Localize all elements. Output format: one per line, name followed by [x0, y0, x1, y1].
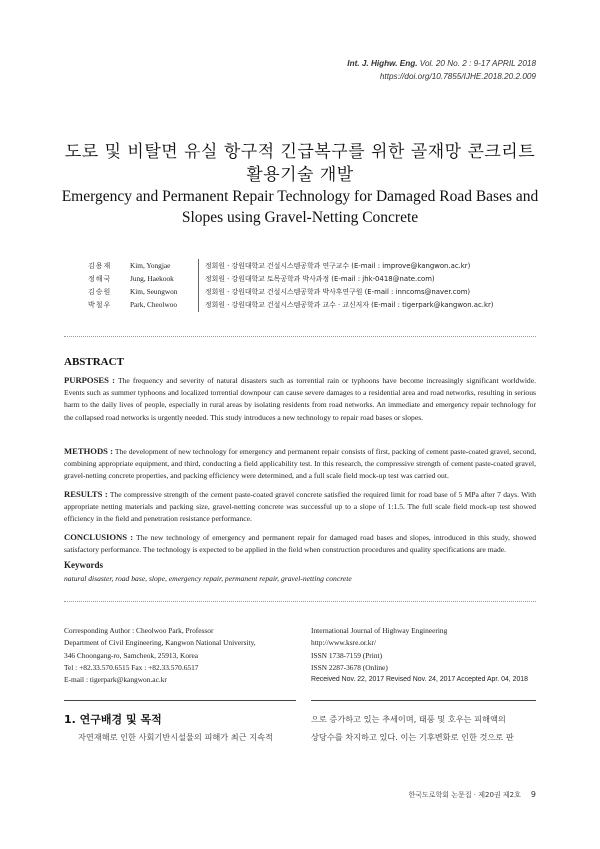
abstract-heading: ABSTRACT	[64, 356, 124, 368]
english-title-line2: Slopes using Gravel-Netting Concrete	[181, 209, 419, 226]
author-affiliation: 정회원 · 강원대학교 토목공학과 박사과정 (E-mail : jhk-0418@nate.com)	[198, 272, 435, 286]
body-text-right-2: 상당수를 차지하고 있다. 이는 기후변화로 인한 것으로 판	[311, 732, 514, 742]
journal-info	[311, 625, 543, 686]
purposes-label: PURPOSES :	[64, 375, 116, 385]
purposes-text: The frequency and severity of natural disasters such as torrential rain or typhoons have become increasingly significant worldwide. Events such as summer typhoons and localized torrential downpour can cause severe damages to a residential area and road networks, resulting in serious harm to the daily lives of people, especially in rural areas by isolating residents from road networks. An immediate and emergency repair technology for the collapsed road networks is urgently needed. This study introduces a new technology to repair road bases or slopes.	[64, 376, 536, 422]
doi-link[interactable]: https://doi.org/10.7855/IJHE.2018.20.2.009	[379, 72, 536, 81]
author-korean-name: 정해국	[88, 275, 112, 283]
author-english-name: Kim, Yongjae	[130, 261, 171, 270]
section-heading: 1. 연구배경 및 목적	[64, 713, 162, 726]
abstract-methods	[64, 445, 536, 483]
abstract-results	[64, 488, 536, 526]
methods-label: METHODS :	[64, 446, 114, 456]
keywords-heading: Keywords	[64, 560, 103, 570]
footer-journal-info: 한국도로학회 논문집 · 제20권 제2호	[408, 791, 521, 799]
keywords-list: natural disaster, road base, slope, emergency repair, permanent repair, gravel-netting concrete	[64, 574, 352, 583]
journal-volume: Vol. 20 No. 2 : 9-17 APRIL 2018	[419, 59, 536, 68]
author-english-name: Kim, Seungwon	[130, 287, 178, 296]
results-label: RESULTS :	[64, 489, 108, 499]
corresponding-author-line: Corresponding Author : Cheolwoo Park, Professor	[64, 626, 214, 635]
author-row	[88, 298, 548, 312]
body-text-left: 자연재해로 인한 사회기반시설물의 피해가 최근 지속적	[78, 732, 273, 742]
abstract-purposes	[64, 374, 536, 424]
author-english-name: Jung, Haekook	[130, 274, 174, 283]
author-affiliation: 정회원 · 강원대학교 건설시스템공학과 박사후연구원 (E-mail : inncoms@naver.com)	[198, 285, 470, 299]
author-row	[88, 272, 548, 286]
journal-full-name: International Journal of Highway Engineering	[311, 626, 448, 635]
author-affiliation: 정회원 · 강원대학교 건설시스템공학과 교수 · 교신저자 (E-mail : tigerpark@kangwon.ac.kr)	[198, 298, 493, 312]
section-divider	[64, 336, 536, 337]
english-title-line1: Emergency and Permanent Repair Technology for Damaged Road Bases and	[61, 188, 539, 205]
corresponding-author-info	[64, 625, 296, 686]
page-number: 9	[530, 790, 536, 799]
author-korean-name: 박철우	[88, 301, 112, 309]
department-line: Department of Civil Engineering, Kangwon National University,	[64, 638, 256, 648]
issn-online: ISSN 2287-3678 (Online)	[311, 662, 388, 672]
korean-title-line1: 도로 및 비탈면 유실 항구적 긴급복구를 위한 골재망 콘크리트	[64, 142, 536, 162]
address-line: 346 Choongang-ro, Samcheok, 25913, Korea	[64, 650, 199, 660]
issn-print: ISSN 1738-7159 (Print)	[311, 650, 383, 660]
conclusions-label: CONCLUSIONS :	[64, 532, 134, 542]
author-affiliation: 정회원 · 강원대학교 건설시스템공학과 연구교수 (E-mail : improve@kangwon.ac.kr)	[198, 259, 470, 273]
methods-text: The development of new technology for emergency and permanent repair consists of first, packing of cement paste-coated gravel, second, combining appropriate equipment, and third, conducting a field applicability test. In this research, the compressive strength of cement paste-coated gravel, gravel-netting concrete properties, and packing efficiency were determined, and a full scale field mock-up test was carried out.	[64, 447, 536, 481]
korean-title-line2: 활용기술 개발	[246, 165, 354, 185]
column-rule	[311, 700, 536, 701]
journal-citation	[347, 59, 536, 68]
conclusions-text: The new technology of emergency and permanent repair for damaged road bases and slopes, introduced in this study, showed satisfactory performance. The technology is expected to be applied in the field when construction procedures and quality specifications are made.	[64, 533, 536, 555]
section-divider	[64, 601, 536, 602]
journal-website[interactable]: http://www.ksre.or.kr/	[311, 638, 377, 648]
results-text: The compressive strength of the cement paste-coated gravel concrete satisfied the required limit for road base of 5 MPa after 7 days. With appropriate netting materials and packing size, gravel-netting concrete was successful up to a slope of 1:1.5. The full scale field mock-up test showed efficiency in the field and penetration resistance performance.	[64, 490, 536, 524]
column-rule	[64, 700, 296, 701]
author-korean-name: 김승원	[88, 288, 112, 296]
body-text-right-1: 으로 증가하고 있는 추세이며, 태풍 및 호우는 피해액의	[311, 714, 506, 724]
author-korean-name: 김용재	[88, 262, 112, 270]
journal-name: Int. J. Highw. Eng.	[347, 59, 418, 68]
page-footer	[409, 790, 537, 800]
abstract-conclusions	[64, 531, 536, 556]
received-dates: Received Nov. 22, 2017 Revised Nov. 24, 2017 Accepted Apr. 04, 2018	[311, 676, 528, 684]
author-row	[88, 259, 548, 273]
phone-fax-line: Tel : +82.33.570.6515 Fax : +82.33.570.6517	[64, 662, 199, 672]
author-row	[88, 285, 548, 299]
author-english-name: Park, Cheolwoo	[130, 300, 178, 309]
email-line: E-mail : tigerpark@kangwon.ac.kr	[64, 675, 167, 685]
